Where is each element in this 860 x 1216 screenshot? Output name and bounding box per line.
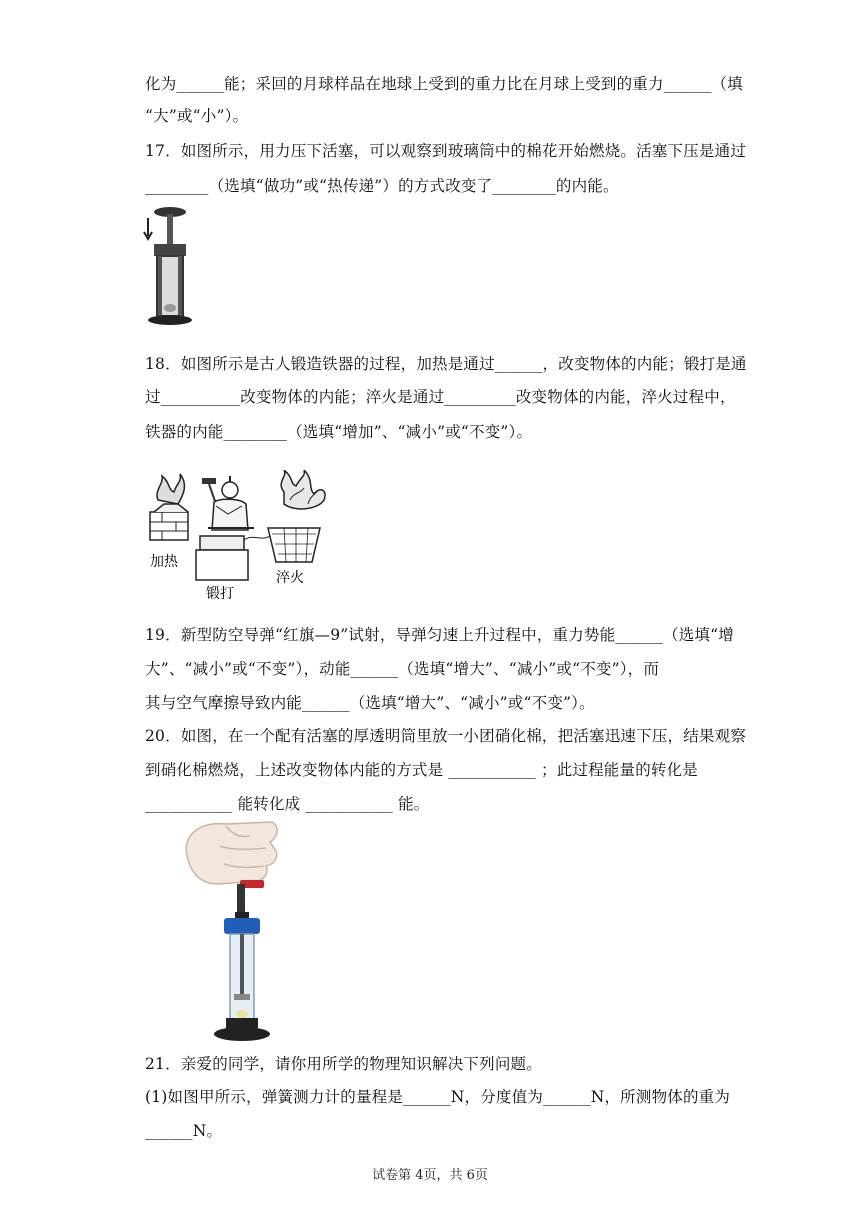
label-heating: 加热 — [150, 553, 178, 569]
label-forging: 锻打 — [206, 585, 234, 601]
text-line: “大”或“小”）。 — [145, 107, 249, 125]
text-line: ______N。 — [145, 1122, 223, 1140]
question-17: 17．如图所示，用力压下活塞，可以观察到玻璃筒中的棉花开始燃烧。活塞下压是通过 — [145, 142, 747, 160]
text-line: 过__________改变物体的内能；淬火是通过_________改变物体的内能，淬火过程中， — [145, 388, 736, 406]
ancient-forging-figure — [144, 470, 334, 604]
question-21: 21．亲爱的同学，请你用所学的物理知识解决下列问题。 — [145, 1055, 542, 1073]
text-line: (1)如图甲所示，弹簧测力计的量程是______N，分度值为______N，所测物体的重为 — [145, 1088, 731, 1106]
text-line: ___________ 能转化成 ___________ 能。 — [145, 795, 430, 813]
text-line: ________（选填“做功”或“热传递”）的方式改变了________的内能。 — [145, 177, 619, 195]
fire-piston-figure — [140, 204, 200, 328]
page-footer: 试卷第 4页，共 6页 — [372, 1168, 488, 1183]
question-20: 20．如图，在一个配有活塞的厚透明筒里放一小团硝化棉，把活塞迅速下压，结果观察 — [145, 727, 747, 745]
text-line: 其与空气摩擦导致内能______（选填“增大”、“减小”或“不变”）。 — [145, 694, 595, 712]
text-line: 化为______能；采回的月球样品在地球上受到的重力比在月球上受到的重力______（填 — [145, 75, 743, 93]
question-19: 19．新型防空导弹“红旗—9”试射，导弹匀速上升过程中，重力势能______（选填“增 — [145, 626, 734, 644]
text-line: 大”、“减小”或“不变”），动能______（选填“增大”、“减小”或“不变”），而 — [145, 660, 660, 678]
label-quenching: 淬火 — [276, 569, 304, 585]
text-line: 铁器的内能________（选填“增加”、“减小”或“不变”）。 — [145, 423, 533, 441]
question-18: 18．如图所示是古人锻造铁器的过程，加热是通过______，改变物体的内能；锻打是通 — [145, 355, 747, 373]
text-line: 到硝化棉燃烧，上述改变物体内能的方式是 ___________ ；此过程能量的转化是 — [145, 761, 699, 779]
hand-piston-figure — [180, 818, 300, 1046]
